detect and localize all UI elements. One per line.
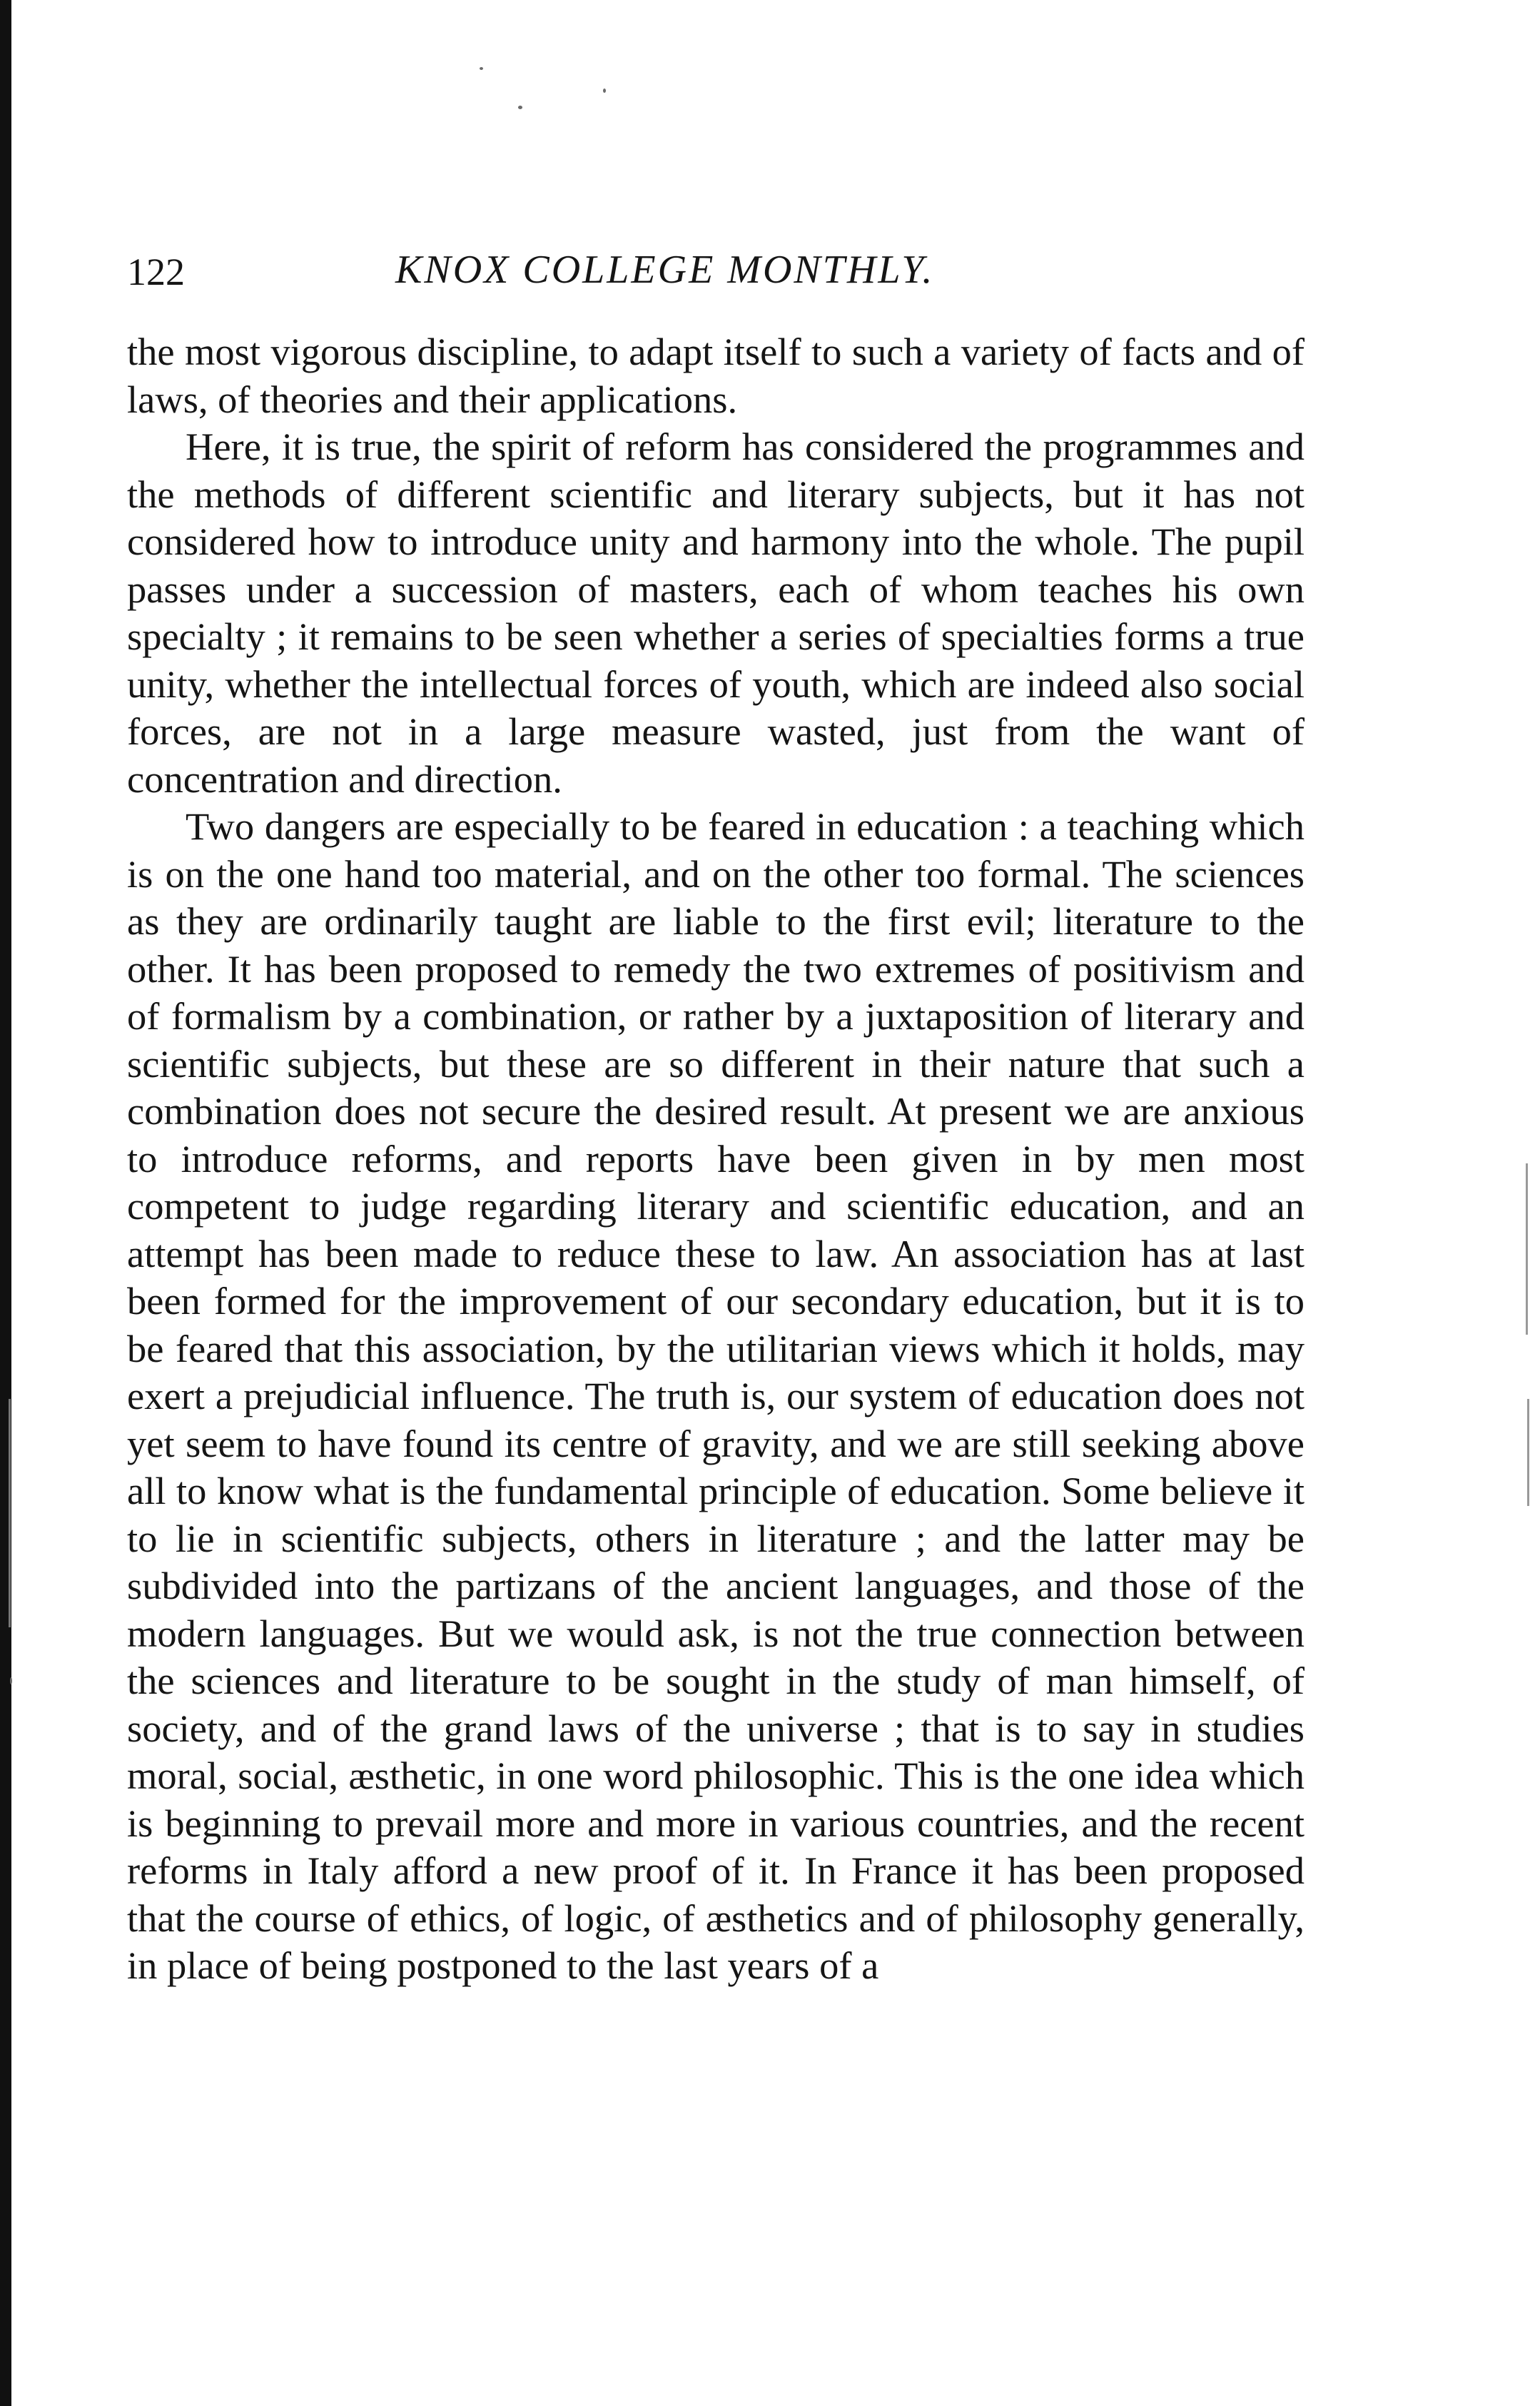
scan-edge-bar: [0, 0, 11, 2406]
document-page: [127, 243, 1305, 1990]
journal-title: KNOX COLLEGE MONTHLY.: [395, 248, 935, 292]
running-head: [127, 243, 1305, 307]
scan-speck: [480, 67, 483, 70]
scan-speck: [10, 1677, 12, 1684]
page-number: 122: [127, 251, 185, 293]
scan-speck: [518, 106, 522, 109]
paragraph: Here, it is true, the spirit of reform has considered the programmes and the methods of different scientific and literary subjects, but it has not considered how to introduce unity and harmony into the whole. The pupil passes under a succession of masters, each of whom teaches his own specialty ; it remains to be seen whether a series of specialties forms a true unity, whether the intellectual forces of youth, which are indeed also social forces, are not in a large measure wasted, just from the want of concentration and direction.: [127, 425, 1305, 801]
paragraph-continued: the most vigorous discipline, to adapt itself to such a variety of facts and of laws, of theories and their applications.: [127, 330, 1305, 421]
body-text: [127, 328, 1305, 1990]
paragraph: Two dangers are especially to be feared in education : a teaching which is on the one hand too material, and on the other too formal. The sciences as they are ordinarily taught are liable to the first evil; literature to the other. It has been proposed to remedy the two extremes of positivism and of formalism by a combination, or rather by a juxtaposition of literary and scientific subjects, but these are so different in their nature that such a combination does not secure the desired result. At present we are anxious to introduce reforms, and reports have been given in by men most competent to judge regarding literary and scientific education, and an attempt has been made to reduce these to law. An association has at last been formed for the improvement of our secondary education, but it is to be feared that this association, by the utilitarian views which it holds, may exert a prejudicial influence. The truth is, our system of education does not yet seem to have found its centre of gravity, and we are still seeking above all to know what is the fundamental principle of education. Some believe it to lie in scientific subjects, others in literature ; and the latter may be subdivided into the partizans of the ancient languages, and those of the modern languages. But we would ask, is not the true connection between the sciences and literature to be sought in the study of man himself, of society, and of the grand laws of the universe ; that is to say in studies moral, social, æsthetic, in one word philosophic. This is the one idea which is beginning to prevail more and more in various countries, and the recent reforms in Italy afford a new proof of it. In France it has been proposed that the course of ethics, of logic, of æsthetics and of philosophy generally, in place of being postponed to the last years of a: [127, 804, 1305, 1987]
scan-edge-mark: [1527, 1399, 1529, 1506]
scan-edge-mark: [9, 1399, 11, 1627]
scan-speck: [603, 89, 606, 93]
scan-edge-mark: [1526, 1163, 1528, 1335]
